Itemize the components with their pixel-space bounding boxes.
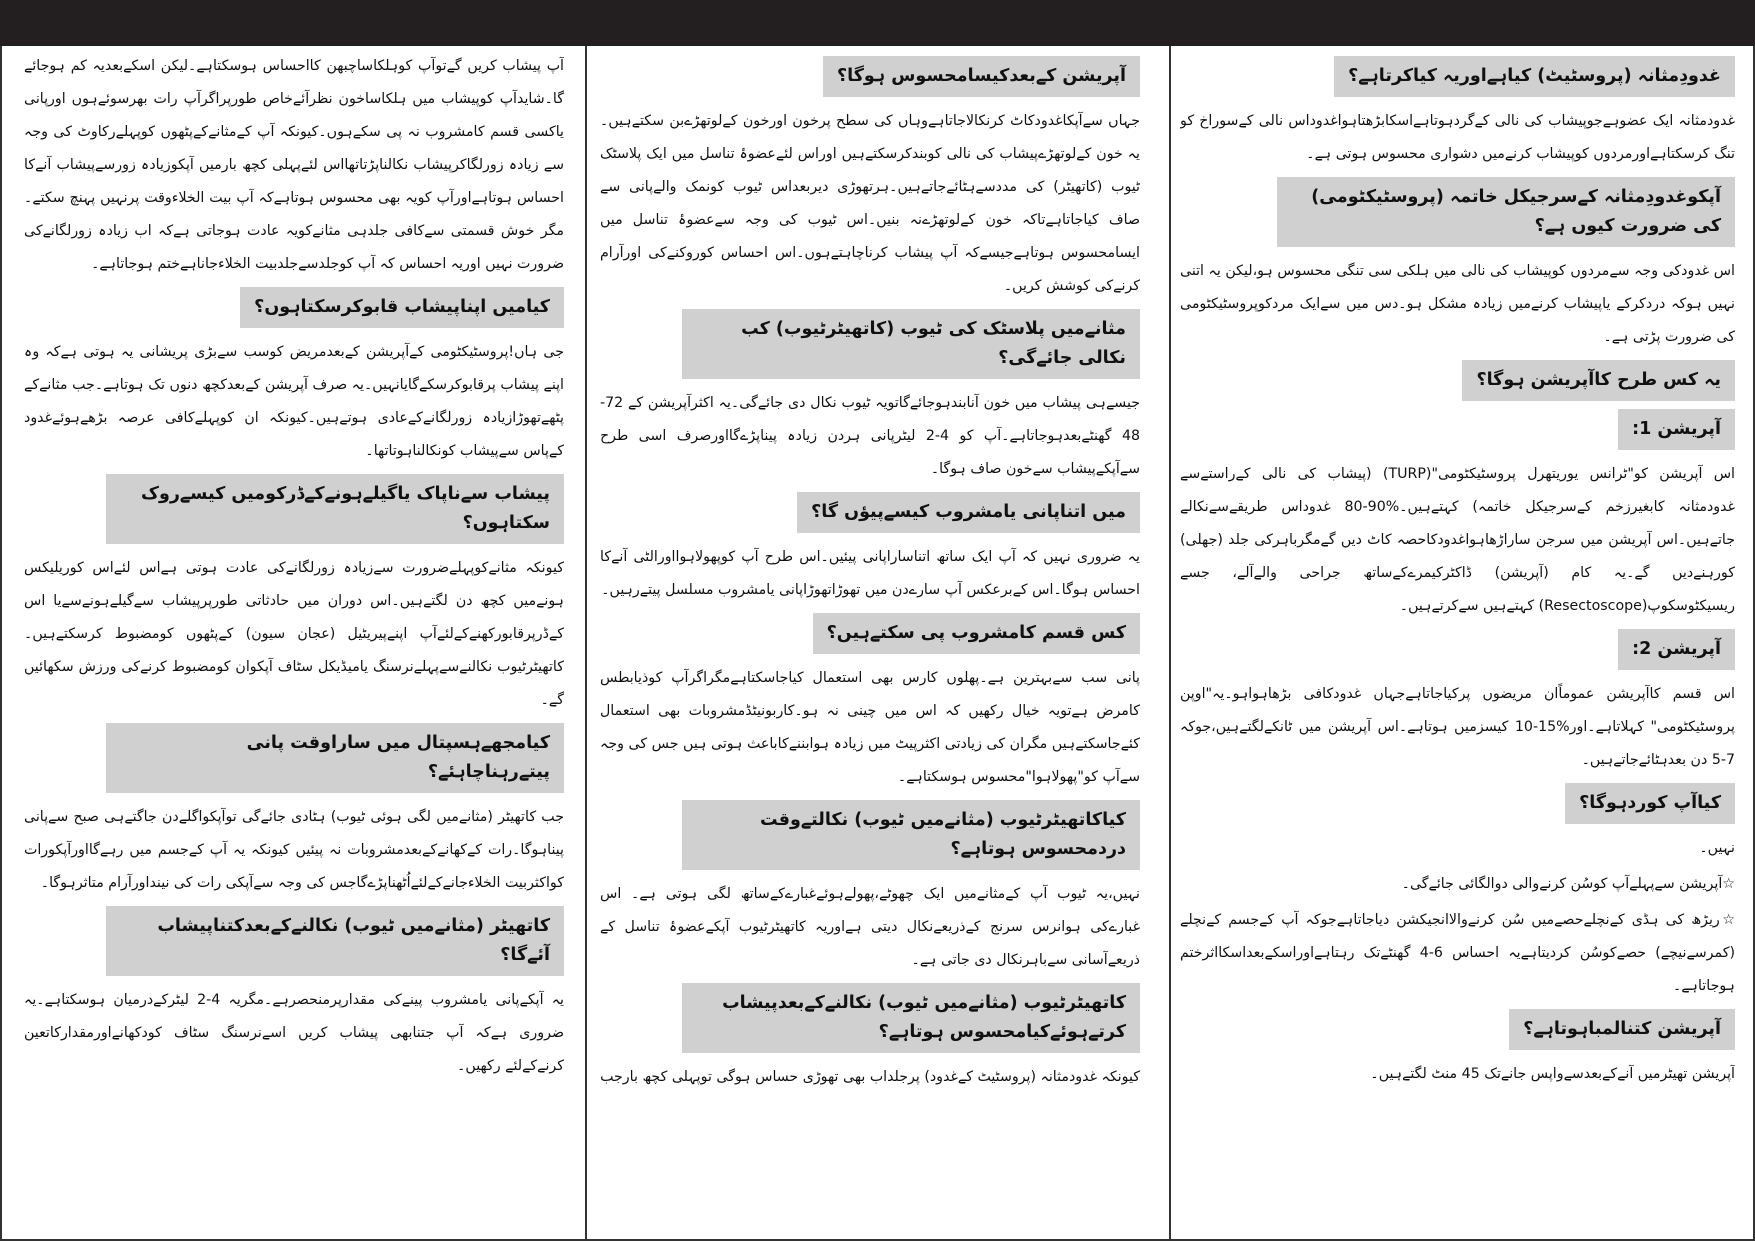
- section: [600, 613, 1140, 794]
- section-heading: کاتھیٹر (مثانےمیں ٹیوب) نکالنےکےبعدکتناپیشاب آئےگا؟: [106, 906, 564, 976]
- section: [24, 906, 564, 1083]
- column-left: [24, 50, 564, 1236]
- section-heading: آپریشن کےبعدکیسامحسوس ہوگا؟: [823, 56, 1140, 97]
- top-header-bar: [0, 0, 1755, 46]
- section-paragraph: یہ ضروری نہیں کہ آپ ایک ساتھ اتناساراپانی پیئیں۔اس طرح آپ کوپھولاہوااورالٹی آنےکا احساس ہوگا۔اس کےبرعکس آپ سارےدن میں تھوڑاتھوڑاپانی یامشروب مسلسل پیتےرہیں۔: [600, 549, 1140, 598]
- section-heading: کیامیں اپناپیشاب قابوکرسکتاہوں؟: [240, 287, 564, 328]
- section-paragraph: جیسےہی پیشاب میں خون آنابندہوجائےگاتویہ ٹیوب نکال دی جائےگی۔یہ اکثرآپریشن کے 72-48 گھنٹےبعدہوجاتاہے۔آپ کو 4-2 لیٹرپانی ہردن زیادہ پیناپڑےگااورصرف اسی طرح سےآپکےپیشاب سےخون صاف ہوگا۔: [600, 395, 1140, 477]
- section: [600, 983, 1140, 1094]
- section-heading: آپریشن کتنالمباہوتاہے؟: [1509, 1009, 1735, 1050]
- section: [1180, 629, 1735, 777]
- section-paragraph: یہ آپکےپانی یامشروب پینےکی مقدارپرمنحصرہے۔مگریہ 4-2 لیٹرکےدرمیان ہوسکتاہے۔یہ ضروری ہےکہ آپ جتنابھی پیشاب کریں اسےنرسنگ سٹاف کودکھانےاورمقدارکاتعین کرنےکےلئے رکھیں۔: [24, 992, 564, 1074]
- section-heading: یہ کس طرح کاآپریشن ہوگا؟: [1462, 360, 1735, 401]
- column-right: [1180, 50, 1735, 1236]
- section-paragraph: آپ پیشاب کریں گےتوآپ کوہلکاساچبھن کااحساس ہوسکتاہے۔لیکن اسکےبعدیہ کم ہوجائے گا۔شایدآپ کوپیشاب میں ہلکاساخون نظرآئےخاص طورپراگرآپ رات بھرسوئےہوں اورپانی یاکسی قسم کامشروب نہ پی سکےہوں۔کیونکہ آپ کےمثانےکےپٹھوں کوپہلےرکاوٹ کی وجہ سے زیادہ زورلگاکرپیشاب نکالناپڑتاتھااس لئےپہلی کچھ بارمیں آپکوزیادہ زورسےپیشاب آنےکا احساس ہوتاہےاورآپ کویہ بھی محسوس ہوتاہےکہ آپ بیت الخلاءوقت پرنہیں پہنچ سکتے۔مگر خوش قسمتی سےکافی جلدہی مثانےکویہ عادت ہوجاتی ہےکہ اب زیادہ زورلگانےکی ضرورت نہیں اوریہ احساس کہ آپ کوجلدسےجلدبیت الخلاءجاناہےختم ہوجاتاہے۔: [24, 58, 564, 272]
- section: [1180, 409, 1735, 623]
- section: [24, 723, 564, 900]
- section-heading: آپکوغدودِمثانہ کےسرجیکل خاتمہ (پروسٹیکٹومی) کی ضرورت کیوں ہے؟: [1277, 177, 1735, 247]
- section: [600, 309, 1140, 486]
- section: [1180, 1009, 1735, 1091]
- section-heading: پیشاب سےناپاک یاگیلےہونےکےڈرکومیں کیسےروک سکتاہوں؟: [106, 474, 564, 544]
- section-paragraph: اس غدودکی وجہ سےمردوں کوپیشاب کی نالی میں ہلکی سی تنگی محسوس ہو،لیکن یہ اتنی نہیں ہوکہ دردکرکے یاپیشاب کرنےمیں زیادہ مشکل ہو۔دس میں سےایک مردکوپروسٹیکٹومی کی ضرورت پڑتی ہے۔: [1180, 263, 1735, 345]
- section-heading: آپریشن 2:: [1618, 629, 1735, 670]
- section-heading: کاتھیٹرٹیوب (مثانےمیں ٹیوب) نکالنےکےبعدپیشاب کرتےہوئےکیامحسوس ہوتاہے؟: [682, 983, 1140, 1053]
- section-paragraph: جی ہاں!پروسٹیکٹومی کےآپریشن کےبعدمریض کوسب سےبڑی پریشانی یہ ہوتی ہےکہ وہ اپنے پیشاب پرقابوکرسکےگایانہیں۔یہ صرف آپریشن کےبعدکچھ دنوں تک ہوتاہے۔جب مثانےکے پٹھےتھوڑازیادہ زورلگانےکےعادی ہوتےہیں۔کیونکہ ان کوپہلےکافی عرصہ بڑھےہوئےغدود کےپاس سےپیشاب کونکالناہوتاتھا۔: [24, 344, 564, 459]
- column-middle: [600, 50, 1140, 1236]
- section-heading: غدودِمثانہ (پروسٹیٹ) کیاہےاوریہ کیاکرتاہے؟: [1334, 56, 1735, 97]
- section-paragraph: ☆ریڑھ کی ہڈی کےنچلےحصےمیں سُن کرنےوالاانجیکشن دیاجاتاہےجوکہ آپ کےجسم کےنچلے (کمرسےنیچے) حصےکوسُن کردیتاہےیہ احساس 6-4 گھنٹےتک رہتاہےاوراسکےبعداسکااثرختم ہوجاتاہے۔: [1180, 912, 1735, 994]
- section-paragraph: غدودمثانہ ایک عضوہےجوپیشاب کی نالی کےگردہوتاہےاسکابڑھتاہواغدوداس نالی کےسوراخ کو تنگ کرسکتاہےاورمردوں کوپیشاب کرنےمیں دشواری محسوس ہوتی ہے۔: [1180, 113, 1735, 162]
- section-paragraph: اس قسم کاآپریشن عموماًان مریضوں پرکیاجاتاہےجہاں غدودکافی بڑھاہواہو۔یہ"اوپن پروسٹیکٹومی" کہلاتاہے۔اور%15-10 کیسزمیں ہوتاہے۔اس آپریشن میں ٹانکےلگتےہیں،جوکہ 7-5 دن بعدہٹائےجاتےہیں۔: [1180, 686, 1735, 768]
- section: [1180, 56, 1735, 171]
- section-heading: مثانےمیں پلاسٹک کی ٹیوب (کاتھیٹرٹیوب) کب نکالی جائےگی؟: [682, 309, 1140, 379]
- column-divider-right: [1169, 46, 1171, 1241]
- section: [24, 287, 564, 468]
- section-paragraph: اس آپریشن کو"ٹرانس یوریتھرل پروسٹیکٹومی"(TURP) (پیشاب کی نالی کےراستےسے غدودمثانہ کابغیرزخم کےسرجیکل خاتمہ) کہتےہیں۔%90-80 غدوداس طریقےسےنکالے جاتےہیں۔اس آپریشن میں سرجن ساراڑھاہواغدودکاحصہ کاٹ دیں گےمگرباہرکی جلد (جھلی) کورہنےدیں گے۔یہ کام (آپریشن) ڈاکٹرکیمرےکےساتھ جراحی والےآلے، جسے ریسیکٹوسکوپ(Resectoscope) کہتےہیں سےکرتےہیں۔: [1180, 466, 1735, 614]
- section: [24, 50, 564, 281]
- section-heading: کیاکاتھیٹرٹیوب (مثانےمیں ٹیوب) نکالتےوقت دردمحسوس ہوتاہے؟: [682, 800, 1140, 870]
- section: [1180, 177, 1735, 354]
- column-divider-left: [585, 46, 587, 1241]
- section: [1180, 783, 1735, 1003]
- section-heading: کس قسم کامشروب پی سکتےہیں؟: [813, 613, 1140, 654]
- section-paragraph: کیونکہ غدودمثانہ (پروسٹیٹ کےغدود) پرجلداب بھی تھوڑی حساس ہوگی توپہلی کچھ بارجب: [600, 1069, 1140, 1085]
- section-paragraph: جہاں سےآپکاغدودکاٹ کرنکالاجاتاہےوہاں کی سطح پرخون اورخون کےلوتھڑےبن سکتےہیں۔ یہ خون کےلوتھڑےپیشاب کی نالی کوبندکرسکتےہیں اوراس لئےعضوۂ تناسل میں ایک پلاسٹک ٹیوب (کاتھیٹر) کی مددسےہٹائےجاتےہیں۔ہرتھوڑی دیربعداس ٹیوب کونمک والےپانی سے صاف کیاجاتاہےتاکہ خون کےلوتھڑےنہ بنیں۔اس ٹیوب کی وجہ سےعضوۂ تناسل میں ایسامحسوس ہوتاہےجیسےکہ آپ پیشاب کرناچاہتےہوں۔اس احساس کوروکنےکی اورآرام کرنےکی کوشش کریں۔: [600, 113, 1140, 294]
- section-heading: کیاآپ کوردہوگا؟: [1565, 783, 1735, 824]
- section: [600, 492, 1140, 607]
- section: [600, 56, 1140, 303]
- section-paragraph: نہیں۔: [1699, 840, 1735, 856]
- section-heading: آپریشن 1:: [1618, 409, 1735, 450]
- section-paragraph: پانی سب سےبہترین ہے۔پھلوں کارس بھی استعمال کیاجاسکتاہےمگراگرآپ کوذیابطس کامرض ہےتویہ خیال رکھیں کہ اس میں چینی نہ ہو۔کاربونیٹڈمشروبات بھی استعمال کئےجاسکتےہیں مگران کی زیادتی اکثرپیٹ میں زیادہ ہوابننےکاباعث ہوتی ہیں جس کی وجہ سےآپ کو"پھولاہوا"محسوس ہوسکتاہے۔: [600, 670, 1140, 785]
- section-paragraph: آپریشن تھیٹرمیں آنےکےبعدسےواپس جانےتک 45 منٹ لگتےہیں۔: [1370, 1066, 1735, 1082]
- section: [600, 800, 1140, 977]
- section-heading: کیامجھےہسپتال میں ساراوقت پانی پیتےرہناچاہئے؟: [106, 723, 564, 793]
- section-paragraph: جب کاتھیٹر (مثانےمیں لگی ہوئی ٹیوب) ہٹادی جائےگی توآپکواگلےدن جاگتےہی صبح سےپانی پیناہوگا۔رات کےکھانےکےبعدمشروبات نہ پیئیں کیونکہ یہ آپ کےجسم میں رہےگااورآپکورات کواکثربیت الخلاءجانےکےلئےاُٹھناپڑےگاجس کی وجہ سےآپکی رات کی نینداورآرام متاثرہوگا۔: [24, 809, 564, 891]
- section-paragraph: کیونکہ مثانےکوپہلےضرورت سےزیادہ زورلگانےکی عادت ہوتی ہےاس لئےاس کوریلیکس ہونےمیں کچھ دن لگتےہیں۔اس دوران میں حادثاتی طورپرپیشاب سےگیلےہونےسےیا اس کےڈرپرقابورکھنےکےلئےآپ اپنےپیریٹیل (عجان سیون) کےپٹھوں کومضبوط کرسکتےہیں۔ کاتھیٹرٹیوب نکالنےسےپہلےنرسنگ یامیڈیکل سٹاف آپکوان کومضبوط کرنےکی ورزش سکھائیں گے۔: [24, 560, 564, 708]
- section: [1180, 360, 1735, 401]
- section-heading: میں اتناپانی یامشروب کیسےپیؤں گا؟: [797, 492, 1140, 533]
- section-paragraph: ☆آپریشن سےپہلےآپ کوسُن کرنےوالی دوالگائی جائےگی۔: [1401, 876, 1735, 892]
- section: [24, 474, 564, 717]
- section-paragraph: نہیں،یہ ٹیوب آپ کےمثانےمیں ایک چھوٹے،پھولےہوئےغبارےکےساتھ لگی ہوتی ہے۔ اس غبارےکی ہوانرس سرنج کےذریعےنکال دیتی ہےاوریہ کاتھیٹرٹیوب آپکےعضوۂ تناسل کے ذریعےآسانی سےباہرنکال دی جاتی ہے۔: [600, 886, 1140, 968]
